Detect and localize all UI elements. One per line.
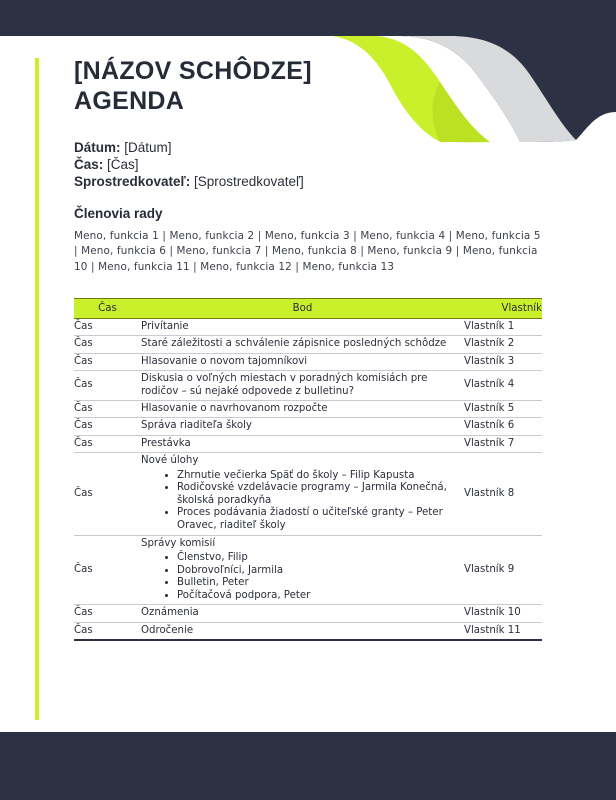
row-owner: Vlastník 10 xyxy=(464,605,542,622)
sub-item-list xyxy=(141,470,464,533)
facilitator-row xyxy=(74,173,304,190)
row-time: Čas xyxy=(74,453,141,535)
table-row xyxy=(74,605,542,622)
board-heading: Členovia rady xyxy=(74,206,163,221)
table-row xyxy=(74,418,542,435)
row-time: Čas xyxy=(74,353,141,370)
row-item: Diskusia o voľných miestach v poradných komisiách pre rodičov – sú nejaké odpovede z bulletinu? xyxy=(141,371,464,401)
agenda-table xyxy=(74,298,542,641)
row-item: Staré záležitosti a schválenie zápisnice posledných schôdze xyxy=(141,336,464,353)
row-owner: Vlastník 3 xyxy=(464,353,542,370)
date-value: [Dátum] xyxy=(124,140,172,155)
row-time: Čas xyxy=(74,401,141,418)
table-row xyxy=(74,435,542,452)
accent-vertical-rule xyxy=(35,58,39,720)
table-row xyxy=(74,535,542,605)
row-item: Správy komisií xyxy=(141,537,216,549)
footer-band xyxy=(0,732,616,800)
list-item: • Proces podávania žiadostí o učiteľské granty – Peter Oravec, riaditeľ školy xyxy=(177,507,464,532)
time-row xyxy=(74,156,304,173)
row-item: Nové úlohy xyxy=(141,455,199,467)
row-item-with-list xyxy=(141,453,464,535)
board-members: Meno, funkcia 1 | Meno, funkcia 2 | Meno, funkcia 3 | Meno, funkcia 4 | Meno, funkcia 5 | Meno, funkcia 6 | Meno, funkcia 7 | Meno, funkcia 8 | Meno, funkcia 9 | Meno, funkcia 10 | Meno, funkcia 11 | Meno, funkcia 12 | Meno, funkcia 13 xyxy=(74,230,541,273)
title-line-meeting: [NÁZOV SCHÔDZE] xyxy=(74,57,312,85)
row-time: Čas xyxy=(74,418,141,435)
time-label: Čas: xyxy=(74,157,104,172)
row-owner: Vlastník 1 xyxy=(464,319,542,336)
row-time: Čas xyxy=(74,622,141,640)
row-owner: Vlastník 6 xyxy=(464,418,542,435)
row-time: Čas xyxy=(74,535,141,605)
list-item: • Počítačová podpora, Peter xyxy=(177,590,464,603)
row-item: Odročenie xyxy=(141,622,464,640)
list-item: • Dobrovoľníci, Jarmila xyxy=(177,565,464,578)
row-owner: Vlastník 7 xyxy=(464,435,542,452)
row-item: Hlasovanie o navrhovanom rozpočte xyxy=(141,401,464,418)
row-owner: Vlastník 4 xyxy=(464,371,542,401)
row-time: Čas xyxy=(74,319,141,336)
table-row xyxy=(74,371,542,401)
row-item: Oznámenia xyxy=(141,605,464,622)
list-item: • Členstvo, Filip xyxy=(177,552,464,565)
title-line-agenda: AGENDA xyxy=(74,87,185,115)
facilitator-value: [Sprostredkovateľ] xyxy=(194,174,304,189)
row-owner: Vlastník 5 xyxy=(464,401,542,418)
header-item: Bod xyxy=(141,299,464,319)
meeting-meta xyxy=(74,139,304,190)
row-time: Čas xyxy=(74,336,141,353)
sub-item-list xyxy=(141,552,464,602)
facilitator-label: Sprostredkovateľ: xyxy=(74,174,191,189)
date-row xyxy=(74,139,304,156)
row-owner: Vlastník 8 xyxy=(464,453,542,535)
row-owner: Vlastník 11 xyxy=(464,622,542,640)
table-row xyxy=(74,401,542,418)
table-row xyxy=(74,336,542,353)
page-title xyxy=(74,56,312,116)
row-item: Správa riaditeľa školy xyxy=(141,418,464,435)
list-item: • Zhrnutie večierka Späť do školy – Filip Kapusta xyxy=(177,470,464,483)
row-time: Čas xyxy=(74,605,141,622)
list-item: • Bulletin, Peter xyxy=(177,577,464,590)
row-time: Čas xyxy=(74,435,141,452)
date-label: Dátum: xyxy=(74,140,121,155)
table-row xyxy=(74,353,542,370)
row-item-with-list xyxy=(141,535,464,605)
row-time: Čas xyxy=(74,371,141,401)
header-owner: Vlastník xyxy=(464,299,542,319)
row-item: Privítanie xyxy=(141,319,464,336)
table-row xyxy=(74,622,542,640)
list-item: • Rodičovské vzdelávacie programy – Jarmila Konečná, školská poradkyňa xyxy=(177,482,464,507)
row-item: Prestávka xyxy=(141,435,464,452)
time-value: [Čas] xyxy=(107,157,139,172)
row-item: Hlasovanie o novom tajomníkovi xyxy=(141,353,464,370)
table-header-row xyxy=(74,299,542,319)
row-owner: Vlastník 2 xyxy=(464,336,542,353)
header-time: Čas xyxy=(74,299,141,319)
table-row xyxy=(74,319,542,336)
table-row xyxy=(74,453,542,535)
green-wave-shadow xyxy=(433,82,491,142)
row-owner: Vlastník 9 xyxy=(464,535,542,605)
